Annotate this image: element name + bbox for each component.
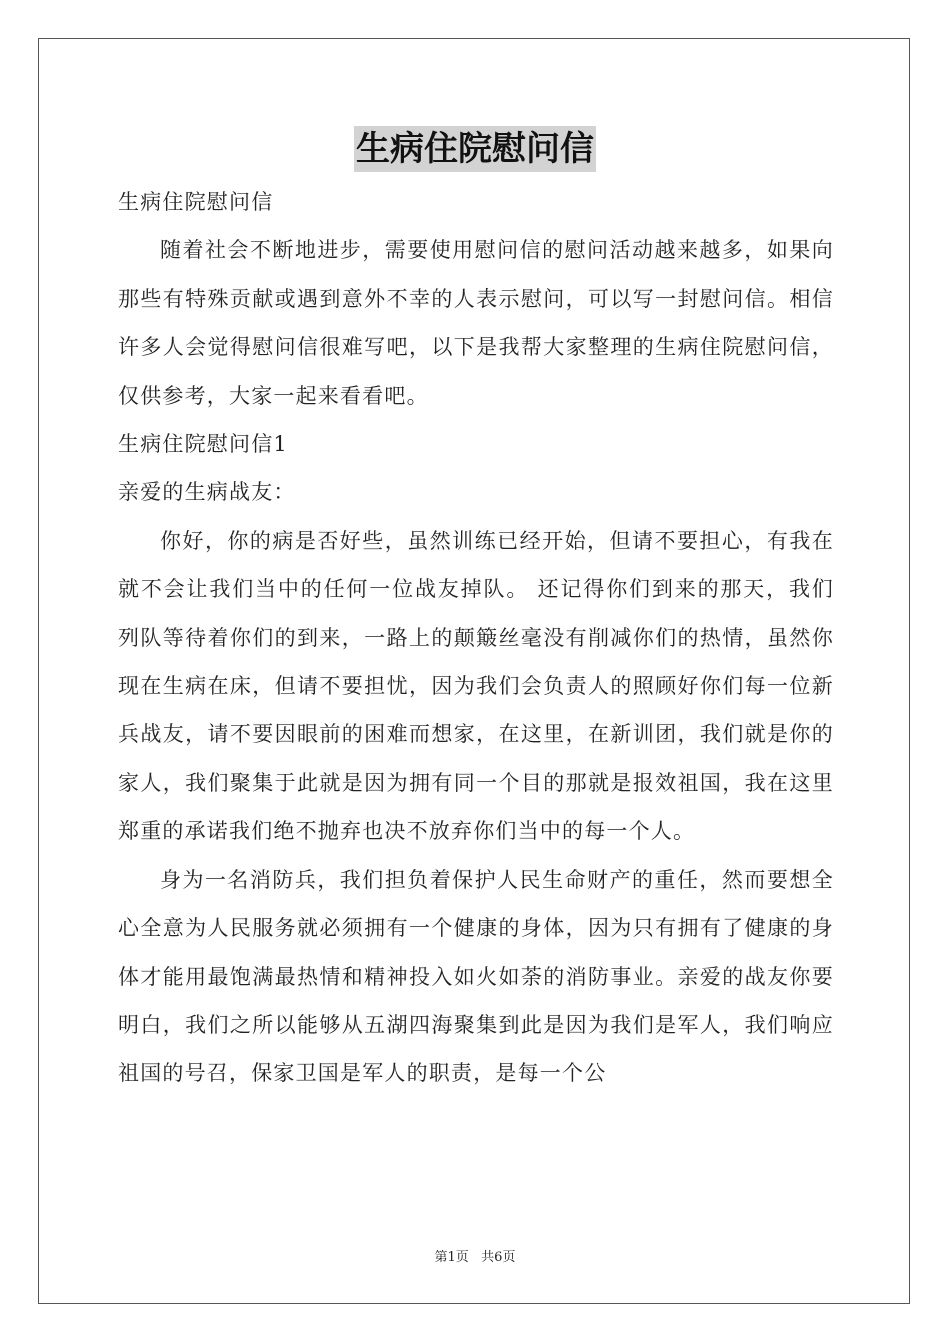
page-footer: 第1页 共6页 xyxy=(434,1250,516,1265)
document-body xyxy=(118,178,834,1098)
paragraph: 生病住院慰问信1 xyxy=(118,432,288,457)
title-wrap xyxy=(0,126,950,172)
paragraph: 身为一名消防兵，我们担负着保护人民生命财产的重任，然而要想全心全意为人民服务就必须拥有一个健康的身体，因为只有拥有了健康的身体才能用最饱满最热情和精神投入如火如荼的消防事业。亲爱的战友你要明白，我们之所以能够从五湖四海聚集到此是因为我们是军人，我们响应祖国的号召，保家卫国是军人的职责，是每一个公 xyxy=(118,867,834,1086)
paragraph: 生病住院慰问信 xyxy=(118,190,274,214)
paragraph: 随着社会不断地进步，需要使用慰问信的慰问活动越来越多，如果向那些有特殊贡献或遇到意外不幸的人表示慰问，可以写一封慰问信。相信许多人会觉得慰问信很难写吧，以下是我帮大家整理的生病住院慰问信，仅供参考，大家一起来看看吧。 xyxy=(118,238,834,408)
document-title: 生病住院慰问信 xyxy=(354,126,596,172)
paragraph: 亲爱的生病战友： xyxy=(118,480,296,505)
paragraph: 你好，你的病是否好些，虽然训练已经开始，但请不要担心，有我在就不会让我们当中的任何一位战友掉队。 还记得你们到来的那天，我们列队等待着你们的到来，一路上的颠簸丝毫没有削减你们的热情，虽然你现在生病在床，但请不要担忧，因为我们会负责人的照顾好你们每一位新兵战友，请不要因眼前的困难而想家，在这里，在新训团，我们就是你的家人，我们聚集于此就是因为拥有同一个目的那就是报效祖国，我在这里郑重的承诺我们绝不抛弃也决不放弃你们当中的每一个人。 xyxy=(118,528,834,844)
